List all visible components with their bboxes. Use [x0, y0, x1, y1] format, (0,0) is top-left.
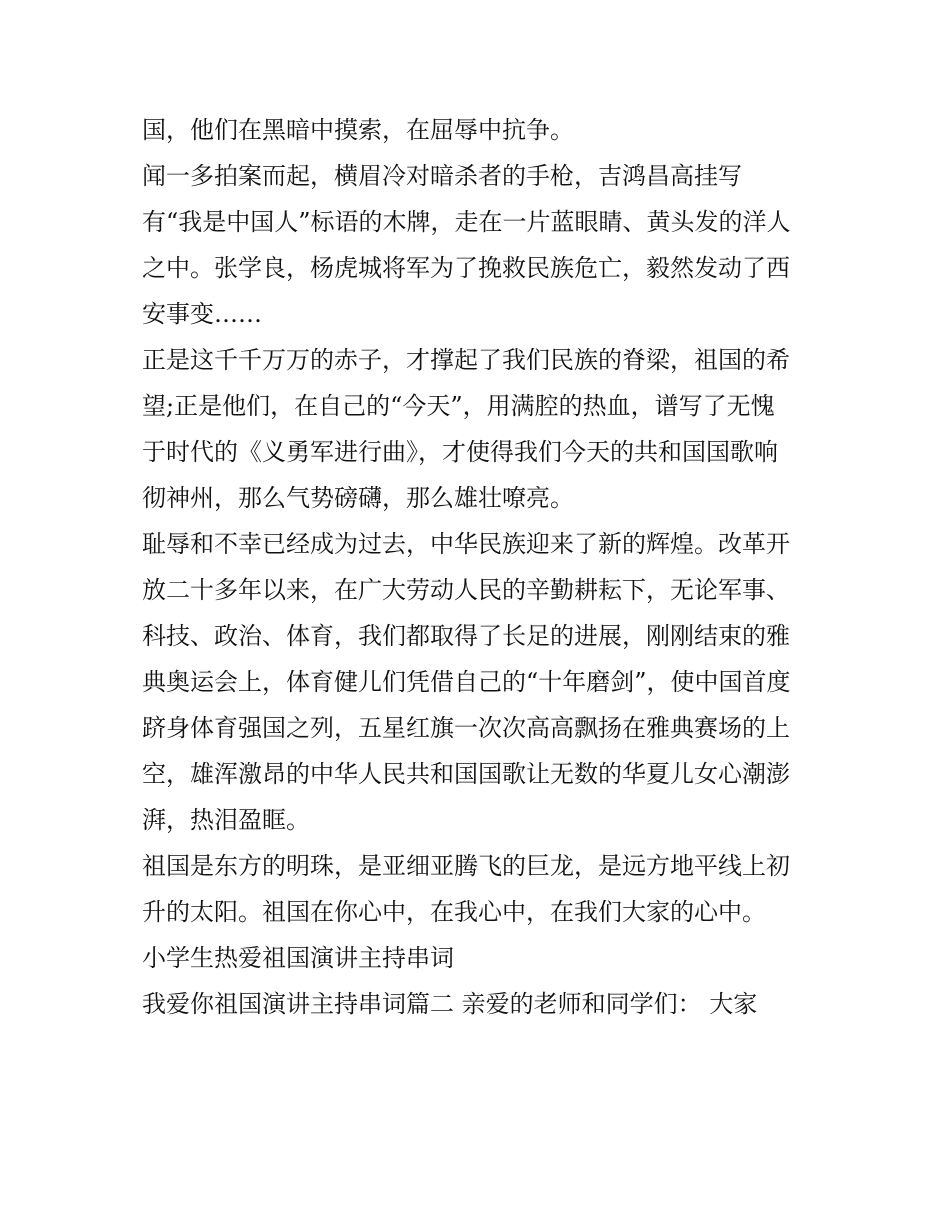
text-line: 正是这千千万万的赤子，才撑起了我们民族的脊梁，祖国的希 [142, 346, 790, 374]
text-line: 我爱你祖国演讲主持串词篇二 亲爱的老师和同学们： 大家 [142, 990, 758, 1018]
text-line: 耻辱和不幸已经成为过去，中华民族迎来了新的辉煌。改革开 [142, 530, 790, 558]
text-line: 祖国是东方的明珠，是亚细亚腾飞的巨龙，是远方地平线上初 [142, 852, 790, 880]
text-line: 望;正是他们，在自己的“今天”，用满腔的热血，谱写了无愧 [142, 392, 775, 420]
text-line: 典奥运会上，体育健儿们凭借自己的“十年磨剑”，使中国首度 [142, 668, 791, 696]
text-line: 安事变…… [142, 300, 262, 328]
text-line: 有“我是中国人”标语的木牌，走在一片蓝眼睛、黄头发的洋人 [142, 208, 791, 236]
text-line: 彻神州，那么气势磅礴，那么雄壮嘹亮。 [142, 484, 574, 512]
text-line: 闻一多拍案而起，横眉冷对暗杀者的手枪，吉鸿昌高挂写 [142, 162, 742, 190]
text-line: 科技、政治、体育，我们都取得了长足的进展，刚刚结束的雅 [142, 622, 790, 650]
document-body [142, 107, 822, 1027]
text-line: 放二十多年以来，在广大劳动人民的辛勤耕耘下，无论军事、 [142, 576, 790, 604]
text-line: 之中。张学良，杨虎城将军为了挽救民族危亡，毅然发动了西 [142, 254, 790, 282]
text-line: 升的太阳。祖国在你心中，在我心中，在我们大家的心中。 [142, 898, 766, 926]
text-line: 空，雄浑激昂的中华人民共和国国歌让无数的华夏儿女心潮澎 [142, 760, 790, 788]
section-heading: 小学生热爱祖国演讲主持串词 [142, 944, 454, 972]
text-line: 于时代的《义勇军进行曲》，才使得我们今天的共和国国歌响 [142, 438, 778, 466]
text-line: 国，他们在黑暗中摸索，在屈辱中抗争。 [142, 116, 574, 144]
text-line: 跻身体育强国之列，五星红旗一次次高高飘扬在雅典赛场的上 [142, 714, 790, 742]
text-line: 湃，热泪盈眶。 [142, 806, 310, 834]
